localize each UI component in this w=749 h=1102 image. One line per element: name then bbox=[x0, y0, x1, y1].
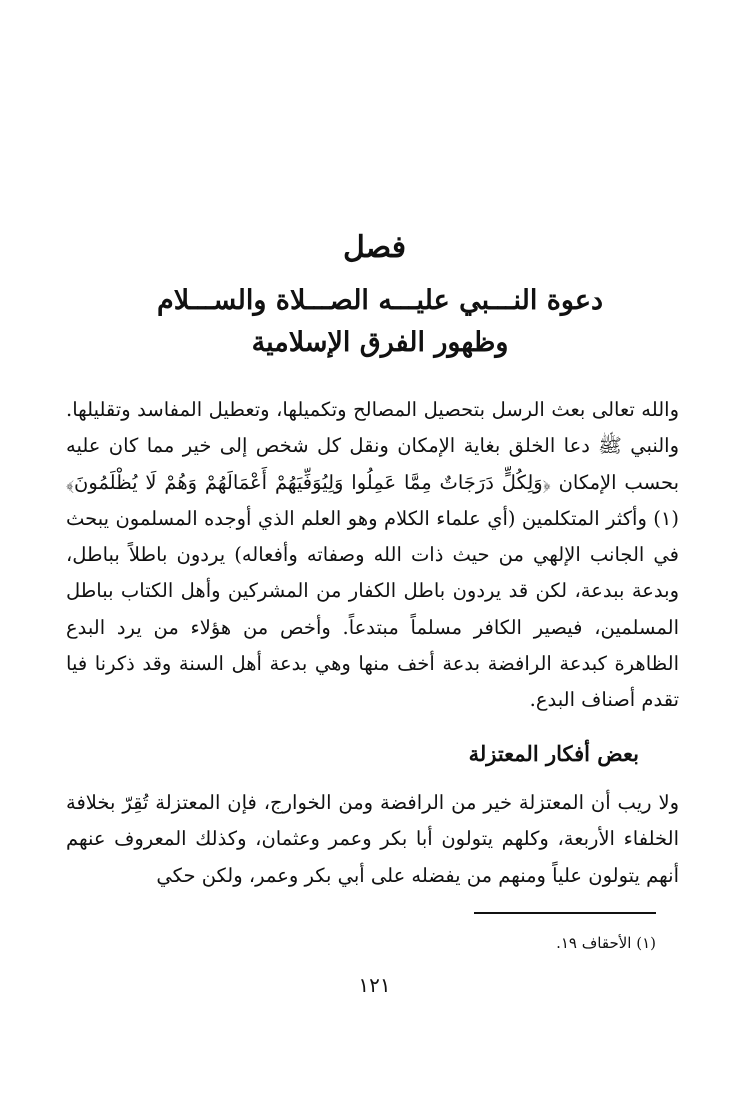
footnote: (١) الأحقاف ١٩. bbox=[556, 934, 656, 952]
body-paragraph-2: ولا ريب أن المعتزلة خير من الرافضة ومن الخوارج، فإن المعتزلة تُقِرّ بخلافة الخلفاء الأربعة، وكلهم يتولون أبا بكر وعمر وعثمان، وكذلك المعروف عنهم أنهم يتولون علياً ومنهم من يفضله على أبي بكر وعمر، ولكن حكي bbox=[66, 791, 679, 887]
section-title: فصل bbox=[342, 230, 407, 265]
footnote-separator bbox=[474, 912, 656, 914]
chapter-title: دعوة النـــبي عليـــه الصـــلاة والســـلام وظهور الفرق الإسلامية bbox=[156, 285, 604, 358]
page-number: ١٢١ bbox=[358, 973, 391, 997]
subheading-mutazila-ideas: بعض أفكار المعتزلة bbox=[468, 741, 639, 766]
body-paragraph-1: والله تعالى بعث الرسل بتحصيل المصالح وتكميلها، وتعطيل المفاسد وتقليلها. والنبي ﷺ دعا الخلق بغاية الإمكان ونقل كل شخص إلى خير مما كان عليه بحسب الإمكان ﴿وَلِكُلٍّ دَرَجَاتٌ مِمَّا عَمِلُوا وَلِيُوَفِّيَهُمْ أَعْمَالَهُمْ وَهُمْ لَا يُظْلَمُونَ﴾(١) وأكثر المتكلمين (أي علماء الكلام وهو العلم الذي أوجده المسلمون يبحث في الجانب الإلهي من حيث ذات الله وصفاته وأفعاله) يردون باطلاً بباطل، وبدعة ببدعة، لكن قد يردون باطل الكفار من المشركين وأهل الكتاب بباطل المسلمين، فيصير الكافر مسلماً مبتدعاً. وأخص من هؤلاء من يرد البدع الظاهرة كبدعة الرافضة بدعة أخف منها وهي بدعة أهل السنة وقد ذكرنا فيا تقدم أصناف البدع. bbox=[66, 398, 679, 712]
